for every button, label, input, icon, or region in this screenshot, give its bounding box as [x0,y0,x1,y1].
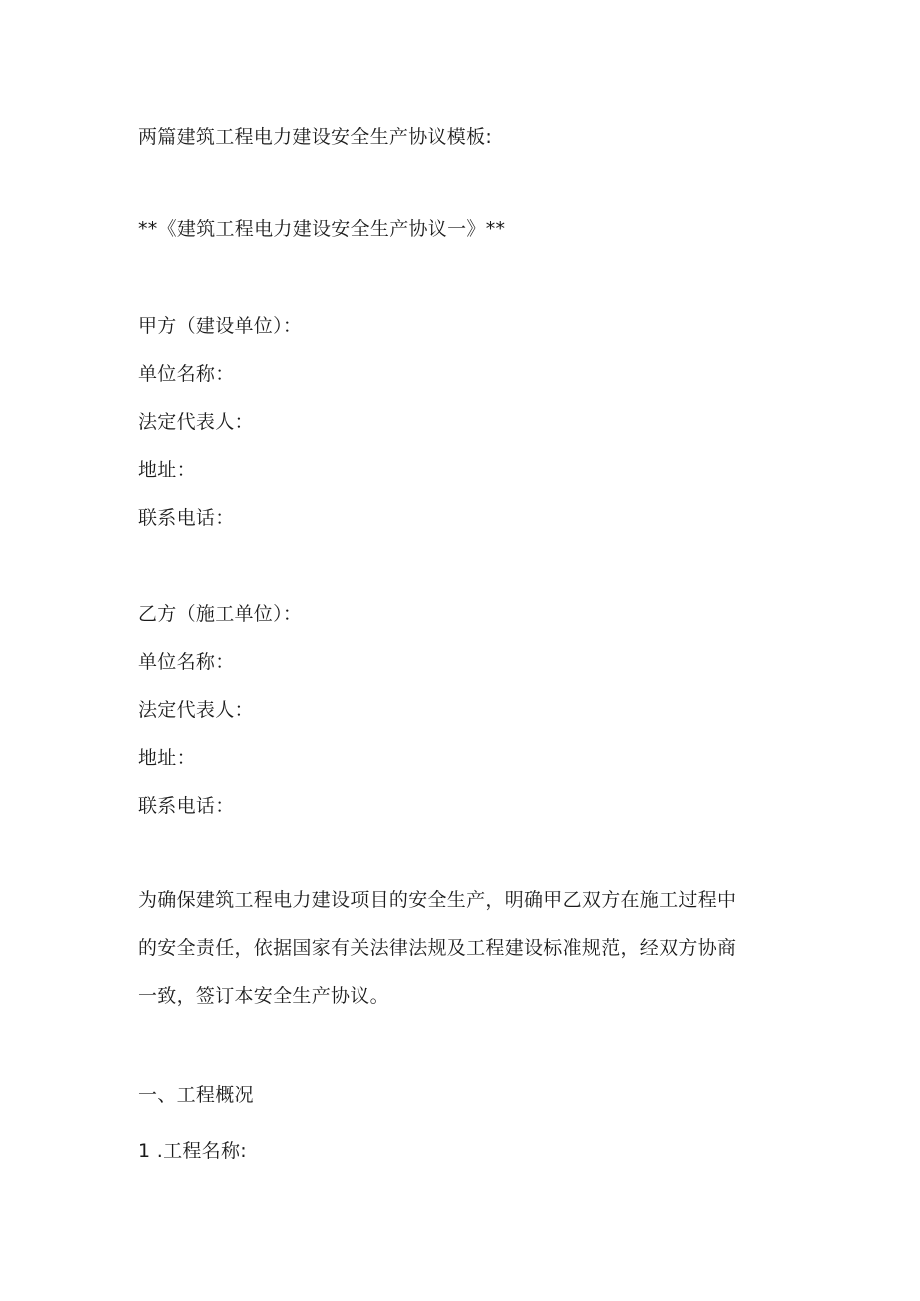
preamble-line: 为确保建筑工程电力建设项目的安全生产，明确甲乙双方在施工过程中 [138,889,737,911]
agreement-title: **《建筑工程电力建设安全生产协议一》** [138,218,506,240]
party-a-phone-label: 联系电话： [138,507,235,529]
party-a-legal-rep-label: 法定代表人： [138,411,254,433]
party-b-unit-name-label: 单位名称： [138,651,235,673]
party-b-address-label: 地址： [138,747,196,769]
party-a-unit-name-label: 单位名称： [138,363,235,385]
preamble-line: 一致，签订本安全生产协议。 [138,985,389,1007]
party-b-legal-rep-label: 法定代表人： [138,699,254,721]
party-b-heading: 乙方（施工单位）： [138,603,303,625]
intro-title: 两篇建筑工程电力建设安全生产协议模板: [138,126,493,148]
party-a-heading: 甲方（建设单位）： [138,315,303,337]
section-heading: 一、工程概况 [138,1084,254,1106]
preamble-line: 的安全责任，依据国家有关法律法规及工程建设标准规范，经双方协商 [138,937,737,959]
numbered-item: 1 .工程名称: [138,1140,247,1162]
party-a-address-label: 地址： [138,459,196,481]
preamble-paragraph [138,888,766,1032]
party-b-phone-label: 联系电话： [138,795,235,817]
